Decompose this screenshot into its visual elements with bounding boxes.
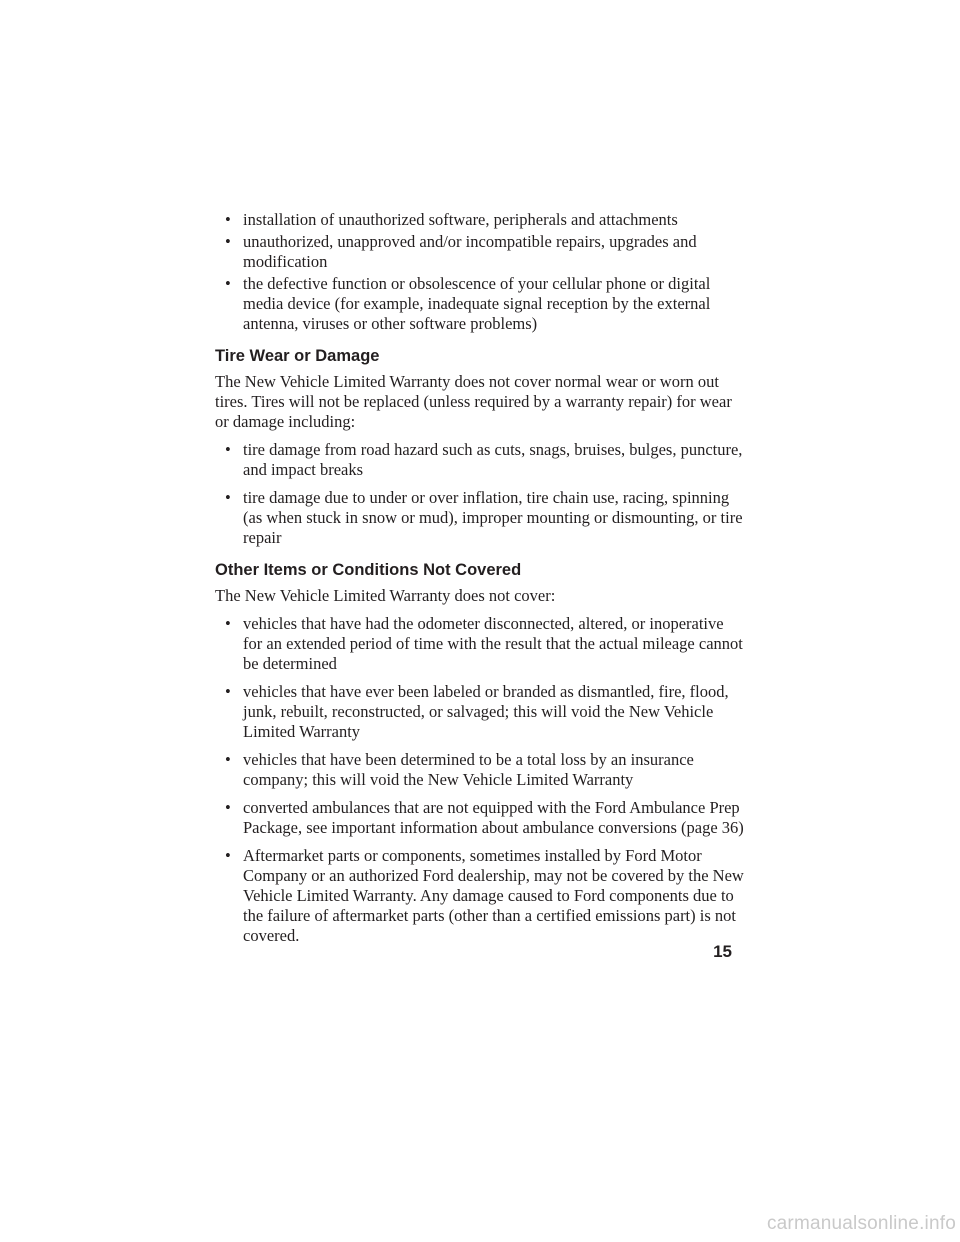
list-item — [215, 846, 745, 946]
list-item-text: tire damage from road hazard such as cuts, snags, bruises, bulges, puncture, and impact breaks — [243, 440, 743, 479]
other-section-intro: The New Vehicle Limited Warranty does not cover: — [215, 586, 556, 605]
bullet-icon: • — [225, 846, 231, 865]
bullet-icon: • — [225, 210, 231, 229]
list-item — [215, 488, 745, 548]
bullet-icon: • — [225, 232, 231, 251]
list-item — [215, 682, 745, 742]
list-item — [215, 232, 745, 272]
tire-exclusions-list — [215, 440, 745, 548]
list-item — [215, 274, 745, 334]
list-item — [215, 798, 745, 838]
software-exclusions-list — [215, 210, 745, 334]
list-item-text: Aftermarket parts or components, sometimes installed by Ford Motor Company or an authorized Ford dealership, may not be covered by the New Vehicle Limited Warranty. Any damage caused to Ford components due to the failure of aftermarket parts (other than a certified emissions part) is not covered. — [243, 846, 744, 945]
other-exclusions-list — [215, 614, 745, 946]
watermark: carmanualsonline.info — [766, 1213, 956, 1234]
list-item-text: vehicles that have ever been labeled or branded as dismantled, fire, flood, junk, rebuilt, reconstructed, or salvaged; this will void the New Vehicle Limited Warranty — [243, 682, 729, 741]
bullet-icon: • — [225, 798, 231, 817]
list-item-text: vehicles that have been determined to be a total loss by an insurance company; this will void the New Vehicle Limited Warranty — [243, 750, 694, 789]
list-item-text: installation of unauthorized software, peripherals and attachments — [243, 210, 678, 229]
list-item — [215, 440, 745, 480]
other-section-heading: Other Items or Conditions Not Covered — [215, 561, 522, 579]
list-item-text: the defective function or obsolescence of your cellular phone or digital media device (for example, inadequate signal reception by the external antenna, viruses or other software problems) — [243, 274, 711, 333]
bullet-icon: • — [225, 440, 231, 459]
page-number: 15 — [713, 942, 732, 961]
tire-section-intro: The New Vehicle Limited Warranty does not cover normal wear or worn out tires. Tires will not be replaced (unless required by a warranty repair) for wear or damage including: — [215, 372, 732, 431]
list-item — [215, 750, 745, 790]
list-item — [215, 210, 745, 230]
list-item-text: converted ambulances that are not equipped with the Ford Ambulance Prep Package, see important information about ambulance conversions (page 36) — [243, 798, 744, 837]
list-item-text: tire damage due to under or over inflation, tire chain use, racing, spinning (as when stuck in snow or mud), improper mounting or dismounting, or tire repair — [243, 488, 743, 547]
tire-section-heading: Tire Wear or Damage — [215, 347, 380, 365]
page-content — [215, 210, 745, 954]
list-item-text: vehicles that have had the odometer disconnected, altered, or inoperative for an extended period of time with the result that the actual mileage cannot be determined — [243, 614, 743, 673]
bullet-icon: • — [225, 682, 231, 701]
bullet-icon: • — [225, 274, 231, 293]
list-item — [215, 614, 745, 674]
bullet-icon: • — [225, 750, 231, 769]
bullet-icon: • — [225, 488, 231, 507]
bullet-icon: • — [225, 614, 231, 633]
list-item-text: unauthorized, unapproved and/or incompatible repairs, upgrades and modification — [243, 232, 697, 271]
